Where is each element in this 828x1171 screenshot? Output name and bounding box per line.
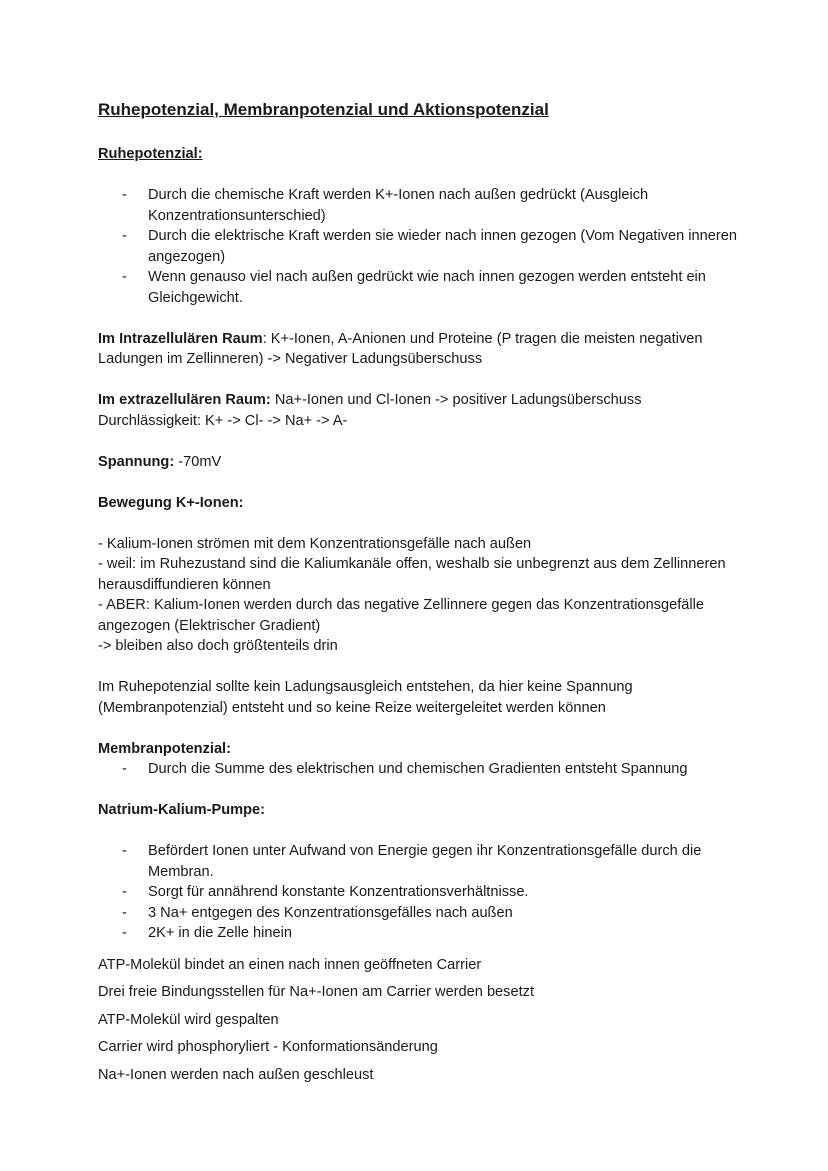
- document-page: [98, 98, 738, 1089]
- extrazellulaer-text: Na+-Ionen und Cl-Ionen -> positiver Ladungsüberschuss: [270, 392, 642, 408]
- step-line: Drei freie Bindungsstellen für Na+-Ionen am Carrier werden besetzt: [98, 984, 534, 1000]
- list-item: - Durch die elektrische Kraft werden sie wieder nach innen gezogen (Vom Negativen inneren angezogen): [98, 226, 738, 267]
- spacer: [98, 472, 738, 493]
- list-item: - Wenn genauso viel nach außen gedrückt wie nach innen gezogen werden entsteht ein Gleichgewicht.: [98, 267, 738, 308]
- section-heading-bewegung: Bewegung K+-Ionen:: [98, 494, 244, 511]
- step-line: ATP-Molekül bindet an einen nach innen geöffneten Carrier: [98, 956, 482, 973]
- spacer: [98, 122, 738, 144]
- bewegung-line: - Kalium-Ionen strömen mit dem Konzentrationsgefälle nach außen: [98, 535, 532, 552]
- pump-steps: [98, 952, 738, 1090]
- intrazellulaer-label: Im Intrazellulären Raum: [98, 330, 263, 347]
- spacer: [98, 821, 738, 842]
- list-item: - 3 Na+ entgegen des Konzentrationsgefälles nach außen: [98, 903, 738, 924]
- spacer: [98, 308, 738, 329]
- spacer: [98, 780, 738, 801]
- list-item: - Befördert Ionen unter Aufwand von Energie gegen ihr Konzentrationsgefälle durch die Membran.: [98, 841, 738, 882]
- ruhepotenzial-note: Im Ruhepotenzial sollte kein Ladungsausgleich entstehen, da hier keine Spannung (Membranpotenzial) entsteht und so keine Reize weitergeleitet werden können: [98, 679, 633, 716]
- section-heading-ruhepotenzial: Ruhepotenzial:: [98, 146, 203, 162]
- section-heading-pumpe: Natrium-Kalium-Pumpe:: [98, 802, 266, 818]
- list-item: - Durch die Summe des elektrischen und chemischen Gradienten entsteht Spannung: [98, 759, 738, 780]
- spacer: [98, 370, 738, 391]
- spacer: [98, 165, 738, 186]
- intrazellulaer-text: : K+-Ionen, A-Anionen und Proteine (P tragen die meisten negativen Ladungen im Zellinneren) -> Negativer Ladungsüberschuss: [98, 330, 703, 367]
- list-item: - 2K+ in die Zelle hinein: [98, 923, 738, 944]
- spacer: [98, 513, 738, 534]
- spacer: [98, 431, 738, 452]
- spannung-label: Spannung:: [98, 453, 175, 470]
- extrazellulaer-label: Im extrazellulären Raum:: [98, 392, 271, 408]
- step-line: ATP-Molekül wird gespalten: [98, 1011, 279, 1028]
- spannung-line: [98, 452, 738, 473]
- step-line: Carrier wird phosphoryliert - Konformationsänderung: [98, 1039, 438, 1055]
- spacer: [98, 718, 738, 739]
- spannung-value: -70mV: [174, 453, 222, 470]
- durchlaessigkeit-line: Durchlässigkeit: K+ -> Cl- -> Na+ -> A-: [98, 412, 348, 429]
- section-heading-membranpotenzial: Membranpotenzial:: [98, 740, 231, 757]
- list-item: - Sorgt für annährend konstante Konzentrationsverhältnisse.: [98, 882, 738, 903]
- membranpotenzial-list: [98, 759, 738, 780]
- list-item: - Durch die chemische Kraft werden K+-Ionen nach außen gedrückt (Ausgleich Konzentrationsunterschied): [98, 185, 738, 226]
- bewegung-line: - weil: im Ruhezustand sind die Kaliumkanäle offen, weshalb sie unbegrenzt aus dem Zellinneren herausdiffundieren können: [98, 556, 726, 593]
- spacer: [98, 944, 738, 952]
- document-title: Ruhepotenzial, Membranpotenzial und Aktionspotenzial: [98, 100, 549, 119]
- step-line: Na+-Ionen werden nach außen geschleust: [98, 1066, 374, 1083]
- bewegung-line: -> bleiben also doch größtenteils drin: [98, 638, 338, 654]
- bewegung-line: - ABER: Kalium-Ionen werden durch das negative Zellinnere gegen das Konzentrationsgefälle angezogen (Elektrischer Gradient): [98, 597, 705, 634]
- spacer: [98, 657, 738, 678]
- ruhepotenzial-list: [98, 185, 738, 308]
- pumpe-list: [98, 841, 738, 944]
- intrazellulaer-paragraph: [98, 329, 738, 370]
- extrazellulaer-paragraph: [98, 390, 738, 411]
